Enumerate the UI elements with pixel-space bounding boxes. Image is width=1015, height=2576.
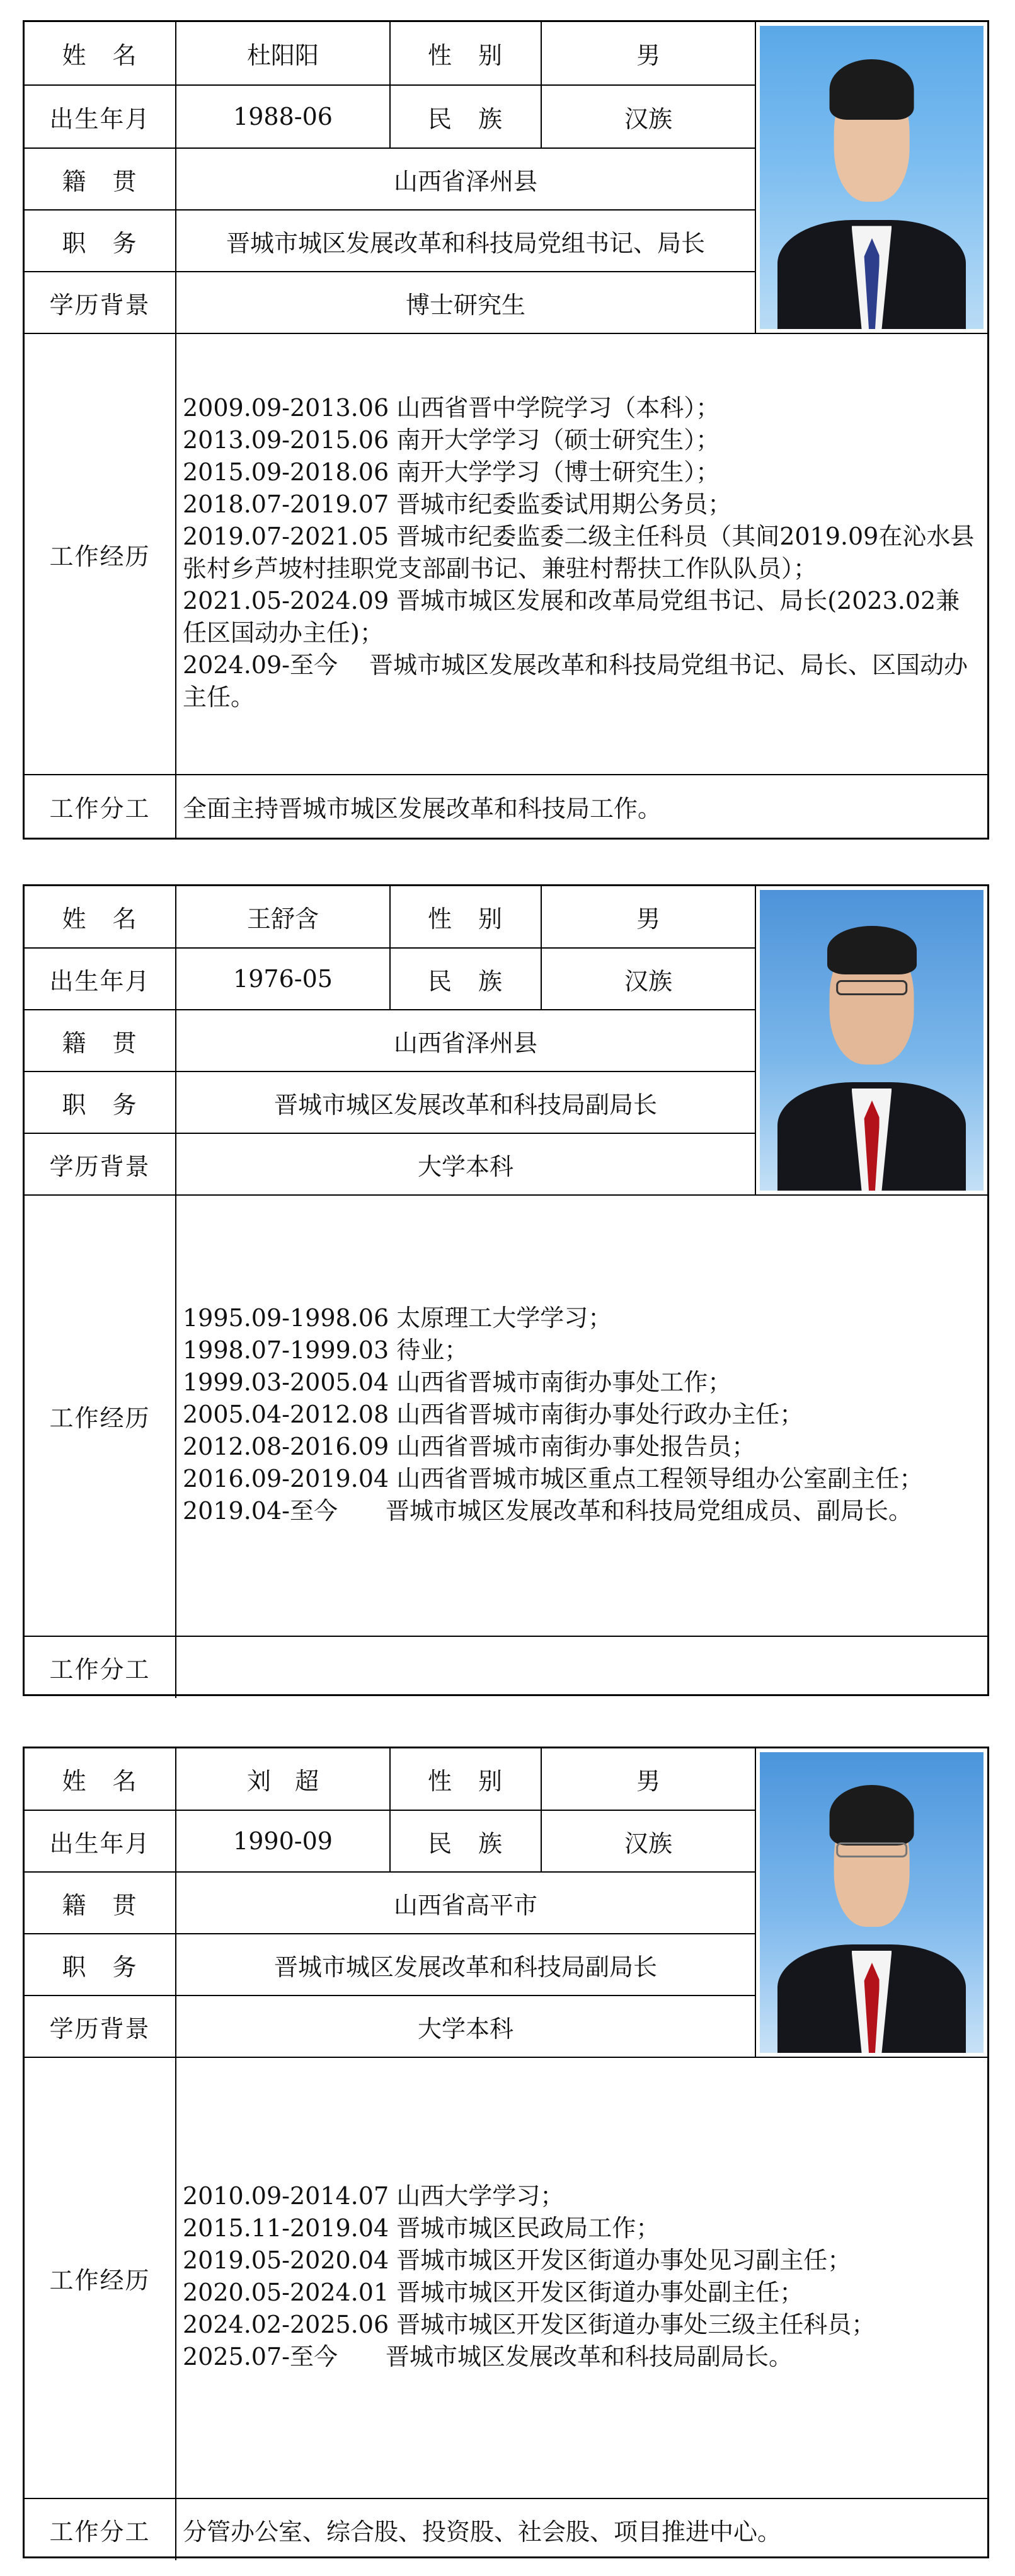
duty-value: 全面主持晋城市城区发展改革和科技局工作。 <box>176 775 987 838</box>
duty-label: 工作分工 <box>25 775 176 838</box>
experience-item: 2018.07-2019.07 晋城市纪委监委试用期公务员； <box>183 490 732 518</box>
experience-item: 1995.09-1998.06 太原理工大学学习； <box>183 1303 612 1332</box>
ethnicity-value: 汉族 <box>541 948 755 1010</box>
birth-label: 出生年月 <box>25 85 176 148</box>
native-value: 山西省泽州县 <box>176 1010 755 1071</box>
gender-value: 男 <box>541 22 755 85</box>
duty-label: 工作分工 <box>25 1636 176 1698</box>
education-label: 学历背景 <box>25 1133 176 1195</box>
ethnicity-value: 汉族 <box>541 1810 755 1872</box>
profile-table <box>25 1748 987 2560</box>
experience-item: 1999.03-2005.04 山西省晋城市南街办事处工作； <box>183 1368 732 1396</box>
native-value: 山西省高平市 <box>176 1872 755 1934</box>
duty-value <box>176 1636 987 1698</box>
position-label: 职 务 <box>25 210 176 272</box>
gender-value: 男 <box>541 886 755 948</box>
photo-cell <box>755 1748 987 2057</box>
position-value: 晋城市城区发展改革和科技局副局长 <box>176 1071 755 1133</box>
experience-item: 2019.07-2021.05 晋城市纪委监委二级主任科员（其间2019.09在沁水县张村乡芦坡村挂职党支部副书记、兼驻村帮扶工作队队员）； <box>183 523 975 582</box>
position-value: 晋城市城区发展改革和科技局副局长 <box>176 1934 755 1996</box>
gender-label: 性 别 <box>390 22 541 85</box>
education-label: 学历背景 <box>25 272 176 333</box>
experience-item: 2015.11-2019.04 晋城市城区民政局工作； <box>183 2214 660 2242</box>
experience-label: 工作经历 <box>25 1195 176 1636</box>
education-value: 大学本科 <box>176 1133 755 1195</box>
experience-list <box>176 333 987 775</box>
profile-card-1 <box>23 20 989 840</box>
photo-cell <box>755 886 987 1195</box>
name-value: 王舒含 <box>176 886 390 948</box>
native-label: 籍 贯 <box>25 1010 176 1071</box>
experience-item: 2019.05-2020.04 晋城市城区开发区街道办事处见习副主任； <box>183 2246 852 2274</box>
ethnicity-label: 民 族 <box>390 85 541 148</box>
ethnicity-label: 民 族 <box>390 1810 541 1872</box>
gender-label: 性 别 <box>390 886 541 948</box>
experience-item: 2020.05-2024.01 晋城市城区开发区街道办事处副主任； <box>183 2279 804 2306</box>
experience-item: 2024.02-2025.06 晋城市城区开发区街道办事处三级主任科员； <box>183 2311 876 2338</box>
experience-item: 2012.08-2016.09 山西省晋城市南街办事处报告员； <box>183 1432 756 1460</box>
position-value: 晋城市城区发展改革和科技局党组书记、局长 <box>176 210 755 272</box>
name-value: 刘 超 <box>176 1748 390 1810</box>
profile-table <box>25 22 987 838</box>
duty-label: 工作分工 <box>25 2498 176 2560</box>
profile-table <box>25 886 987 1698</box>
experience-item: 2005.04-2012.08 山西省晋城市南街办事处行政办主任； <box>183 1400 804 1428</box>
experience-item: 2010.09-2014.07 山西大学学习； <box>183 2182 565 2210</box>
experience-item: 2009.09-2013.06 山西省晋中学院学习（本科）； <box>183 394 720 422</box>
birth-value: 1988-06 <box>176 85 390 148</box>
birth-value: 1990-09 <box>176 1810 390 1872</box>
native-label: 籍 贯 <box>25 1872 176 1934</box>
native-label: 籍 贯 <box>25 148 176 210</box>
portrait-photo <box>760 890 983 1191</box>
portrait-photo <box>760 1752 983 2053</box>
name-label: 姓 名 <box>25 886 176 948</box>
experience-item: 2013.09-2015.06 南开大学学习（硕士研究生）； <box>183 426 720 454</box>
birth-label: 出生年月 <box>25 948 176 1010</box>
birth-label: 出生年月 <box>25 1810 176 1872</box>
profile-card-3 <box>23 1747 989 2558</box>
experience-item: 2025.07-至今 晋城市城区发展改革和科技局副局长。 <box>183 2343 793 2371</box>
name-label: 姓 名 <box>25 22 176 85</box>
experience-label: 工作经历 <box>25 333 176 775</box>
education-label: 学历背景 <box>25 1996 176 2057</box>
position-label: 职 务 <box>25 1071 176 1133</box>
experience-item: 2021.05-2024.09 晋城市城区发展和改革局党组书记、局长(2023.02兼任区国动办主任)； <box>183 587 960 647</box>
position-label: 职 务 <box>25 1934 176 1996</box>
gender-value: 男 <box>541 1748 755 1810</box>
experience-item: 2024.09-至今 晋城市城区发展改革和科技局党组书记、局长、区国动办主任。 <box>183 651 968 711</box>
gender-label: 性 别 <box>390 1748 541 1810</box>
ethnicity-label: 民 族 <box>390 948 541 1010</box>
name-label: 姓 名 <box>25 1748 176 1810</box>
native-value: 山西省泽州县 <box>176 148 755 210</box>
birth-value: 1976-05 <box>176 948 390 1010</box>
experience-list <box>176 1195 987 1636</box>
experience-label: 工作经历 <box>25 2057 176 2498</box>
experience-item: 1998.07-1999.03 待业； <box>183 1336 469 1364</box>
portrait-photo <box>760 26 983 329</box>
experience-list <box>176 2057 987 2498</box>
photo-cell <box>755 22 987 333</box>
experience-item: 2016.09-2019.04 山西省晋城市城区重点工程领导组办公室副主任； <box>183 1464 924 1493</box>
ethnicity-value: 汉族 <box>541 85 755 148</box>
experience-item: 2019.04-至今 晋城市城区发展改革和科技局党组成员、副局长。 <box>183 1496 912 1525</box>
profile-card-2 <box>23 884 989 1696</box>
duty-value: 分管办公室、综合股、投资股、社会股、项目推进中心。 <box>176 2498 987 2560</box>
education-value: 大学本科 <box>176 1996 755 2057</box>
name-value: 杜阳阳 <box>176 22 390 85</box>
experience-item: 2015.09-2018.06 南开大学学习（博士研究生）； <box>183 458 720 486</box>
education-value: 博士研究生 <box>176 272 755 333</box>
